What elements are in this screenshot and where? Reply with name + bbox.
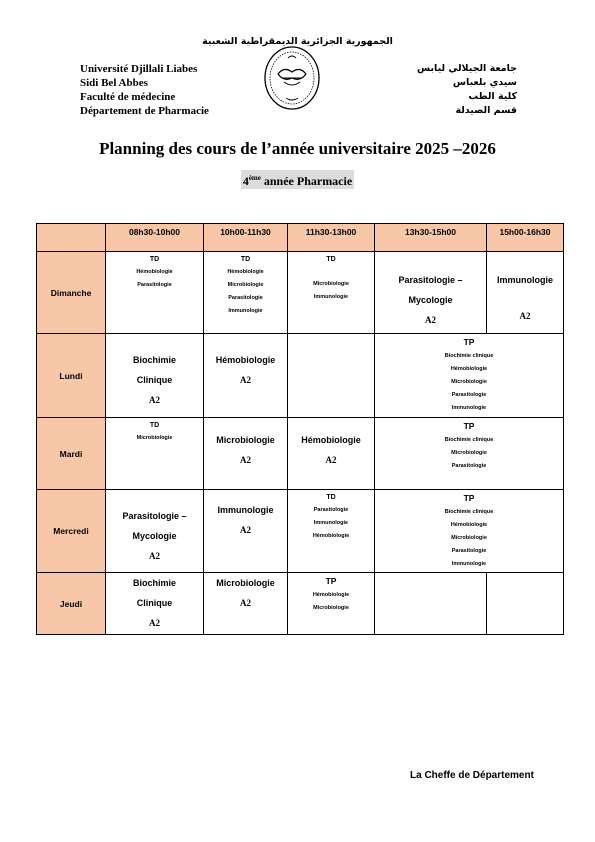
slot-header: 08h30-10h00 [106, 224, 204, 252]
course-cell [106, 490, 204, 573]
tp-item: Hémobiologie [450, 366, 488, 372]
day-label: Mardi [37, 418, 106, 490]
faculty-name-ar: كلية الطب [468, 91, 517, 102]
day-label: Dimanche [37, 252, 106, 334]
td-item: Hémobiologie [227, 269, 264, 275]
slot-header: 11h30-13h00 [288, 224, 375, 252]
session-type: TP [463, 421, 475, 431]
page-title: Planning des cours de l’année universitaire 2025 –2026 [99, 139, 496, 158]
day-label: Jeudi [37, 573, 106, 635]
course-name: Clinique [136, 598, 173, 608]
signature-label: La Cheffe de Département [410, 770, 534, 781]
session-type: TD [149, 422, 160, 429]
room-label: A2 [149, 395, 160, 405]
room-label: A2 [149, 551, 160, 561]
room-label: A2 [325, 455, 337, 465]
td-item: Hémobiologie [136, 269, 173, 275]
table-row [37, 252, 564, 334]
empty-cell [288, 334, 375, 418]
session-type: TD [326, 256, 336, 263]
course-name: Biochimie [132, 578, 176, 588]
course-name: Clinique [136, 375, 173, 385]
course-cell [487, 252, 564, 334]
tp-item: Hémobiologie [312, 592, 350, 598]
day-label: Lundi [37, 334, 106, 418]
page-subtitle [241, 170, 354, 189]
header-row [37, 224, 564, 252]
course-cell [204, 418, 288, 490]
year-ordinal: ème [248, 174, 261, 182]
course-cell [204, 490, 288, 573]
td-cell [106, 418, 204, 490]
tp-cell [375, 334, 564, 418]
room-label: A2 [240, 598, 251, 608]
tp-item: Parasitologie [451, 463, 487, 469]
city-name: Sidi Bel Abbes [80, 77, 148, 89]
table-row [37, 418, 564, 490]
tp-item: Microbiologie [451, 379, 487, 385]
td-item: Microbiologie [313, 281, 349, 287]
course-name: Immunologie [217, 505, 274, 515]
republic-title: الجمهورية الجزائرية الديمقراطية الشعبية [202, 36, 393, 47]
room-label: A2 [519, 311, 531, 321]
tp-item: Hémobiologie [450, 522, 488, 528]
tp-item: Biochimie clinique [444, 353, 494, 359]
university-name-ar: جامعة الجيلالي ليابس [417, 63, 517, 74]
year-label: année Pharmacie [260, 174, 353, 188]
td-cell [106, 252, 204, 334]
course-name: Parasitologie – [122, 511, 187, 521]
slot-header: 15h00-16h30 [487, 224, 564, 252]
tp-item: Biochimie clinique [444, 437, 494, 443]
session-type: TP [325, 576, 337, 586]
session-type: TP [463, 493, 475, 503]
tp-cell [288, 573, 375, 635]
institution-ar [417, 62, 517, 118]
tp-cell [375, 418, 564, 490]
td-item: Microbiologie [227, 282, 264, 288]
course-cell [288, 418, 375, 490]
table-row [37, 573, 564, 635]
slot-header: 10h00-11h30 [204, 224, 288, 252]
course-name: Microbiologie [216, 578, 275, 588]
day-label: Mercredi [37, 490, 106, 573]
table-row [37, 334, 564, 418]
tp-item: Parasitologie [451, 548, 487, 554]
room-label: A2 [240, 455, 251, 465]
course-name: Mycologie [132, 531, 177, 541]
empty-cell [375, 573, 487, 635]
university-seal-logo [262, 44, 322, 112]
subtitle-wrap [0, 170, 595, 190]
tp-item: Parasitologie [451, 392, 487, 398]
td-item: Parasitologie [228, 295, 263, 301]
td-cell [204, 252, 288, 334]
td-item: Immunologie [228, 308, 263, 314]
tp-item: Microbiologie [313, 605, 349, 611]
corner-cell [37, 224, 106, 252]
course-cell [204, 334, 288, 418]
university-name: Université Djillali Liabes [80, 63, 198, 75]
course-cell [204, 573, 288, 635]
course-cell [106, 573, 204, 635]
course-name: Mycologie [408, 295, 453, 305]
td-item: Immunologie [313, 520, 349, 526]
tp-item: Immunologie [451, 561, 487, 567]
td-item: Immunologie [313, 294, 349, 300]
tp-item: Biochimie clinique [444, 509, 494, 515]
room-label: A2 [149, 618, 160, 628]
empty-cell [487, 573, 564, 635]
schedule-table [36, 223, 564, 635]
session-type: TD [149, 256, 160, 263]
td-item: Parasitologie [313, 507, 349, 513]
course-cell [375, 252, 487, 334]
session-type: TP [463, 337, 475, 347]
course-name: Microbiologie [216, 435, 275, 445]
session-type: TD [326, 494, 336, 501]
year-number: 4 [242, 174, 249, 188]
session-type: TD [240, 256, 251, 263]
department-name: Département de Pharmacie [80, 105, 209, 117]
tp-item: Microbiologie [451, 535, 487, 541]
tp-item: Immunologie [451, 405, 487, 411]
course-name: Hémobiologie [215, 355, 276, 365]
room-label: A2 [240, 525, 251, 535]
tp-cell [375, 490, 564, 573]
td-item: Microbiologie [136, 435, 173, 441]
td-cell [288, 490, 375, 573]
institution-fr [80, 62, 209, 118]
room-label: A2 [425, 315, 436, 325]
city-name-ar: سيدي بلعباس [452, 77, 517, 88]
td-item: Hémobiologie [312, 533, 350, 539]
course-name: Parasitologie – [398, 275, 463, 285]
tp-item: Microbiologie [451, 450, 487, 456]
course-cell [106, 334, 204, 418]
course-name: Hémobiologie [301, 435, 361, 445]
room-label: A2 [240, 375, 251, 385]
slot-header: 13h30-15h00 [375, 224, 487, 252]
department-name-ar: قسم الصيدلة [455, 105, 517, 116]
table-row [37, 490, 564, 573]
td-cell [288, 252, 375, 334]
course-name: Immunologie [497, 275, 553, 285]
td-item: Parasitologie [137, 282, 172, 288]
faculty-name: Faculté de médecine [80, 91, 176, 103]
course-name: Biochimie [132, 355, 176, 365]
